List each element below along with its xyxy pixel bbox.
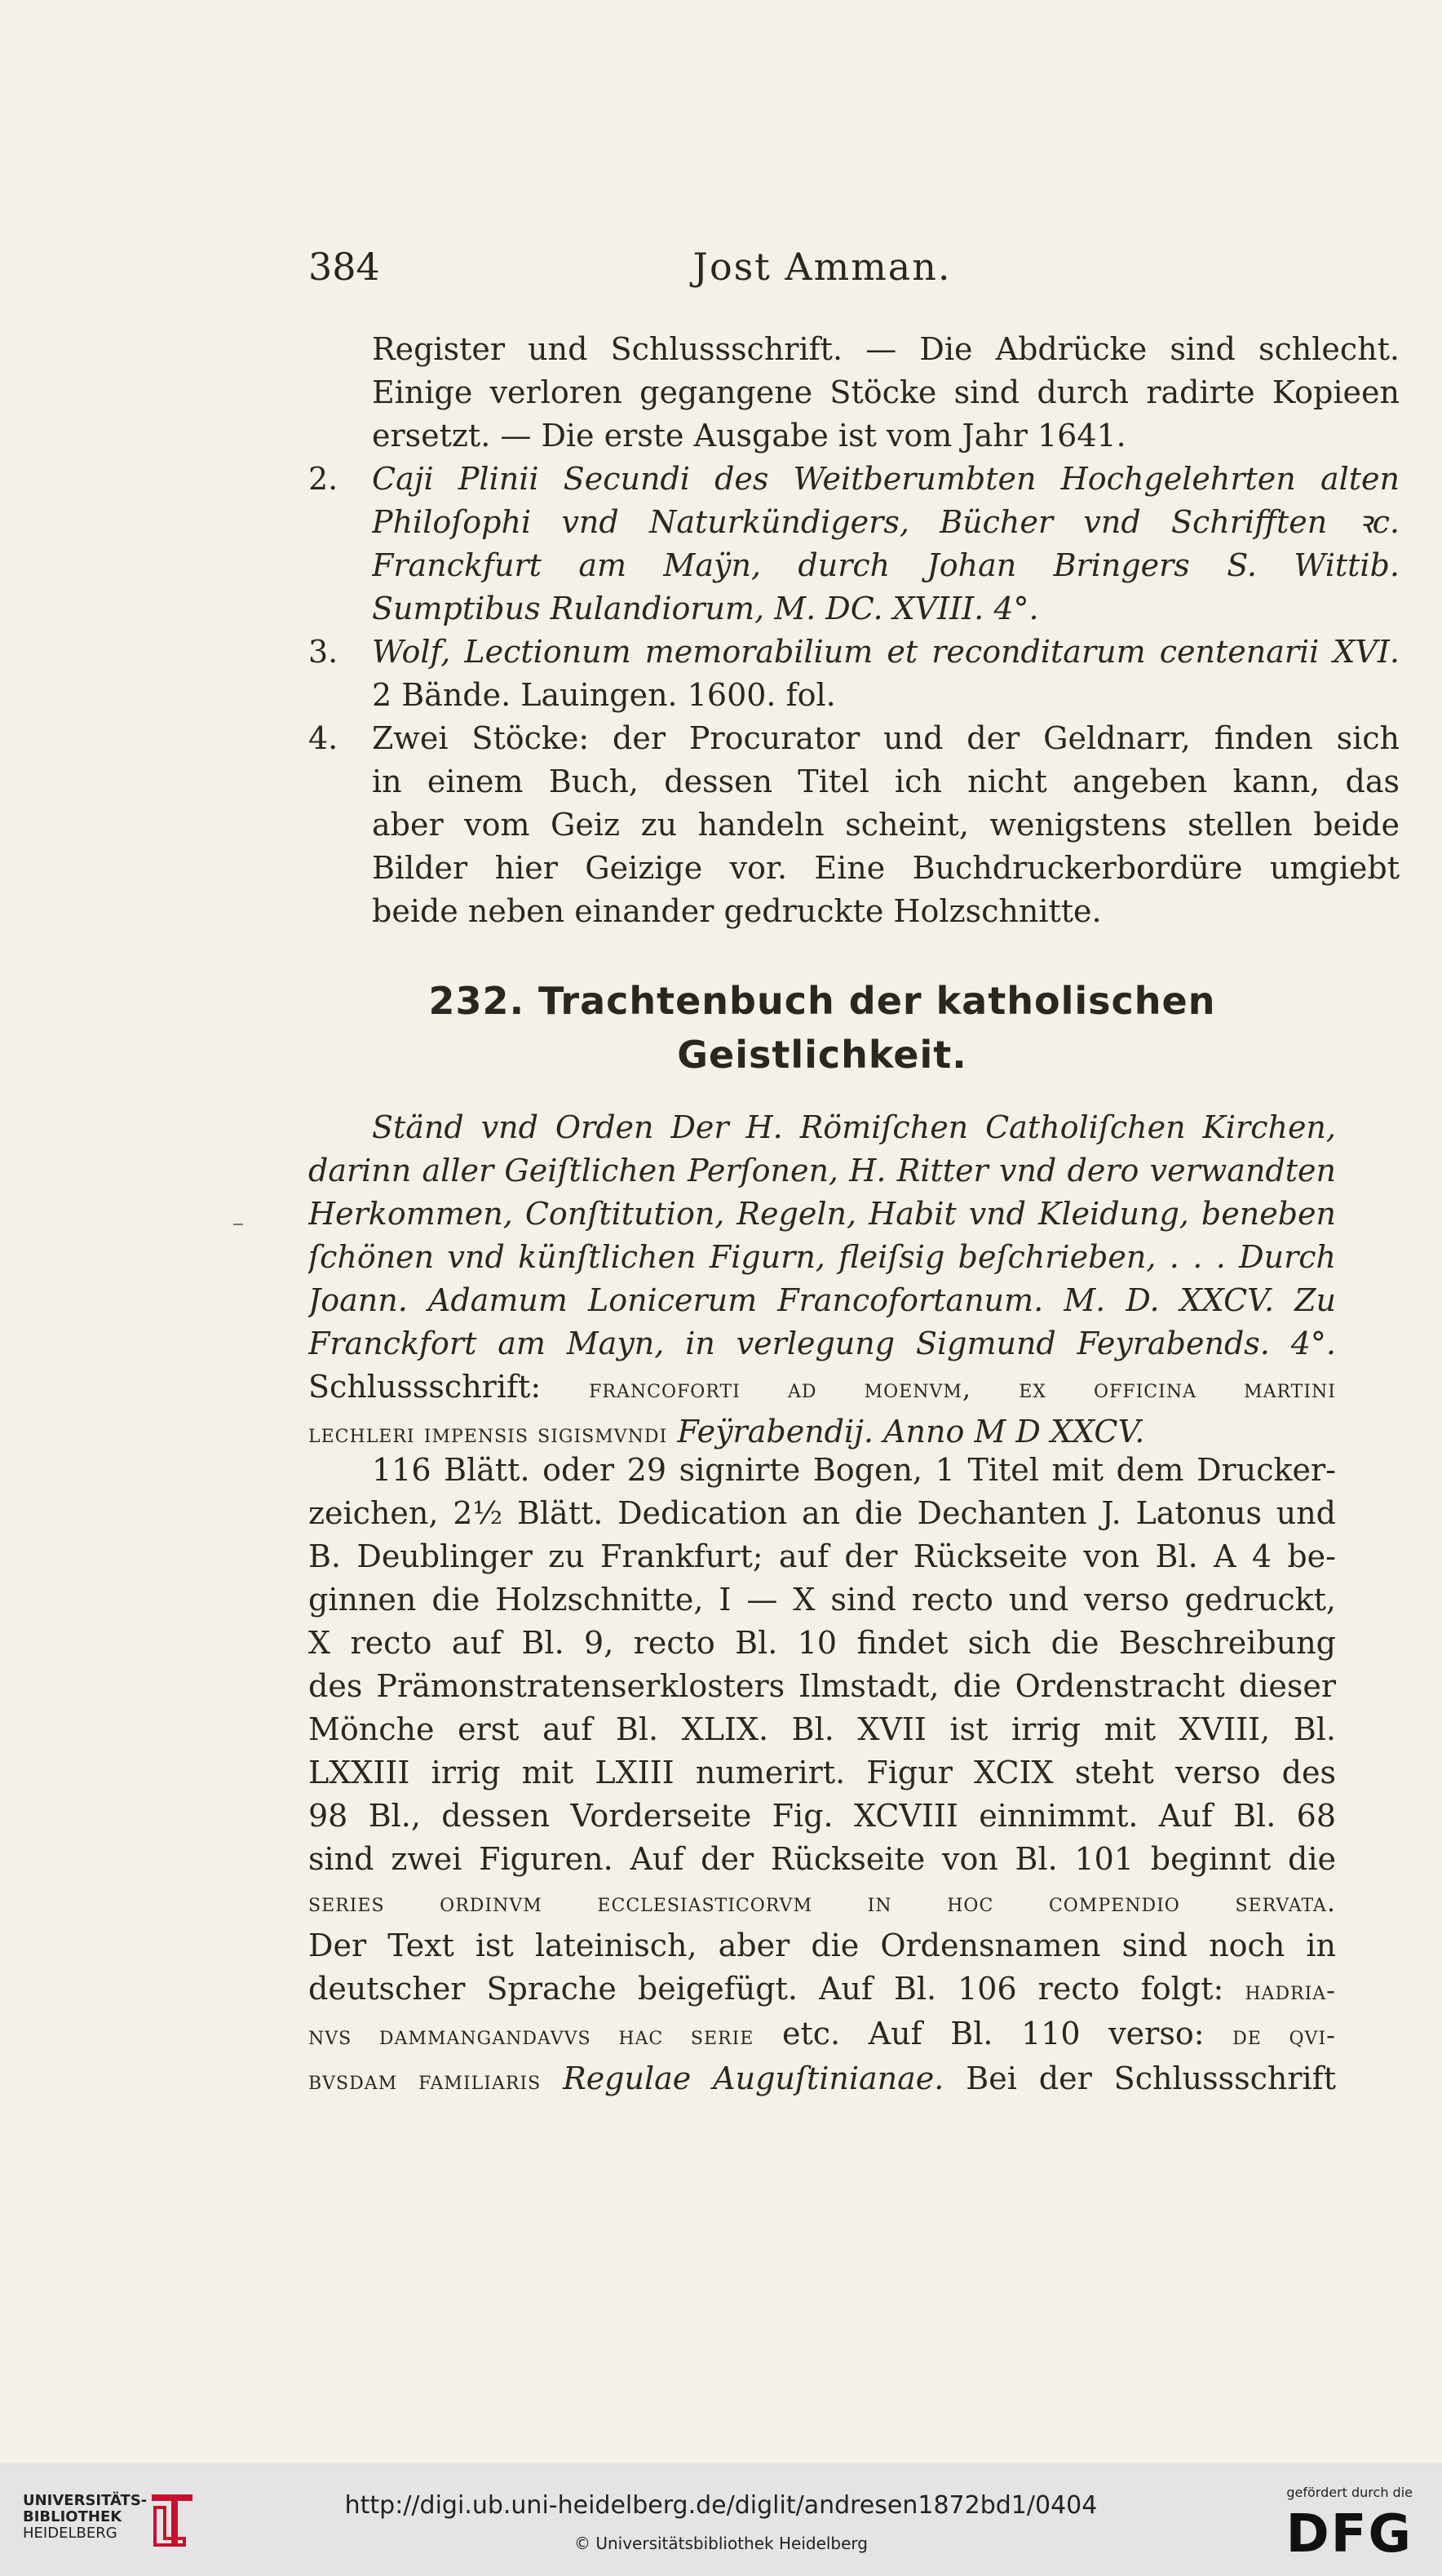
text-line: ersetzt. — Die erste Ausgabe ist vom Jahr 1641. [372, 418, 1126, 454]
text-line: 98 Bl., dessen Vorderseite Fig. XCVIII einnimmt. Auf Bl. 68 [308, 1798, 1336, 1834]
item-number: 3. [308, 634, 338, 670]
library-name-line: BIBLIOTHEK [23, 2508, 122, 2525]
text-line [308, 1967, 1336, 2012]
text-line: ginnen die Holzschnitte, I — X sind recto und verso gedruckt, [308, 1582, 1336, 1618]
text-line: sind zwei Figuren. Auf der Rückseite von Bl. 101 beginnt die [308, 1841, 1336, 1877]
text-line: Sumptibus Rulandiorum, M. DC. XVIII. 4°. [372, 591, 1039, 626]
permalink-url[interactable]: http://digi.ub.uni-heidelberg.de/diglit/andresen1872bd1/0404 [344, 2491, 1098, 2520]
margin-mark [233, 1224, 243, 1225]
text-line: Caji Plinii Secundi des Weitberumbten Hochgelehrten alten [372, 461, 1400, 497]
colophon-label: Schlussschrift: [308, 1369, 542, 1405]
colophon-caps: francoforti ad moenvm, ex officina martini [589, 1373, 1336, 1404]
text-line: Franckfurt am Maÿn, durch Johan Bringers S. Wittib. [372, 547, 1400, 583]
description-paragraph [308, 1449, 1336, 2102]
text-line: des Prämonstratenserklosters Ilmstadt, die Ordenstracht dieser [308, 1668, 1336, 1704]
text-line: Der Text ist lateinisch, aber die Ordensnamen sind noch in [308, 1928, 1336, 1963]
copyright-notice: © Universitätsbibliothek Heidelberg [573, 2534, 868, 2553]
library-name-line: HEIDELBERG [23, 2525, 117, 2542]
italic-span: Regulae Auguſtinianae. [563, 2060, 944, 2096]
text-line: in einem Buch, dessen Titel ich nicht angeben kann, das [372, 764, 1400, 799]
caps-span: de qvi- [1232, 2020, 1336, 2051]
dfg-logo: DFG [1285, 2504, 1413, 2565]
colophon-caps: lechleri impensis sigismvndi [308, 1418, 668, 1449]
text-line: Mönche erst auf Bl. XLIX. Bl. XVII ist irrig mit XVIII, Bl. [308, 1711, 1336, 1747]
text-line: Zwei Stöcke: der Procurator und der Geldnarr, finden sich [372, 720, 1400, 756]
text-line: beide neben einander gedruckte Holzschnitte. [372, 893, 1102, 929]
text-line: Einige verloren gegangene Stöcke sind durch radirte Kopieen [372, 374, 1400, 410]
caps-span: hadria- [1245, 1975, 1336, 2006]
text-line [308, 2057, 1336, 2102]
list-item [308, 717, 1400, 933]
colophon-line [308, 1365, 1336, 1410]
library-name-line: UNIVERSITÄTS- [23, 2492, 148, 2509]
text-line: Ständ vnd Orden Der H. Römiſchen Catholiſchen Kirchen, [372, 1109, 1336, 1145]
text-line: series ordinvm ecclesiasticorvm in hoc compendio servata. [308, 1887, 1336, 1918]
funding-note: gefördert durch die [1286, 2485, 1413, 2500]
text-span: etc. Auf Bl. 110 verso: [781, 2016, 1205, 2052]
caps-span: bvsdam familiaris [308, 2065, 542, 2096]
page-number: 384 [308, 245, 380, 289]
text-line: B. Deublinger zu Frankfurt; auf der Rückseite von Bl. A 4 be- [308, 1538, 1336, 1574]
text-span: Bei der Schlussschrift [966, 2060, 1336, 2096]
heading-line: Geistlichkeit. [677, 1033, 967, 1077]
text-line: LXXIII irrig mit LXIII numerirt. Figur XCIX steht verso des [308, 1755, 1336, 1790]
text-line: Philoſophi vnd Naturkündigers, Bücher vnd Schrifften ꝛc. [372, 504, 1400, 540]
text-line: Register und Schlussschrift. — Die Abdrücke sind schlecht. [372, 331, 1400, 367]
text-line: X recto auf Bl. 9, recto Bl. 10 findet sich die Beschreibung [308, 1625, 1336, 1661]
text-line: Franckfort am Mayn, in verlegung Sigmund Feyrabends. 4°. [308, 1326, 1336, 1361]
text-line: aber vom Geiz zu handeln scheint, wenigstens stellen beide [372, 807, 1400, 843]
library-footer [0, 2463, 1442, 2576]
text-line: 116 Blätt. oder 29 signirte Bogen, 1 Titel mit dem Drucker- [372, 1452, 1336, 1488]
text-line: 2 Bände. Lauingen. 1600. fol. [372, 677, 836, 713]
running-title: Jost Amman. [692, 245, 952, 289]
list-item [308, 458, 1400, 631]
text-line: zeichen, 2½ Blätt. Dedication an die Dechanten J. Latonus und [308, 1495, 1336, 1531]
text-line: Joann. Adamum Lonicerum Francofortanum. M. D. XXCV. Zu [308, 1282, 1336, 1318]
heading-line: 232. Trachtenbuch der katholischen [428, 979, 1216, 1023]
section-heading [308, 974, 1336, 1082]
text-line [308, 2012, 1336, 2057]
list-item [308, 631, 1400, 717]
text-line: Wolf, Lectionum memorabilium et reconditarum centenarii XVI. [372, 634, 1400, 670]
text-span: deutscher Sprache beigefügt. Auf Bl. 106 recto folgt: [308, 1971, 1224, 2007]
title-transcription [308, 1106, 1336, 1455]
intro-paragraph [308, 328, 1400, 458]
text-line: Herkommen, Conſtitution, Regeln, Habit vnd Kleidung, beneben [308, 1196, 1336, 1232]
item-number: 2. [308, 461, 338, 497]
text-line: ſchönen vnd künſtlichen Figurn, fleiſsig beſchrieben, . . . Durch [308, 1239, 1336, 1275]
text-line: darinn aller Geiſtlichen Perſonen, H. Ritter vnd dero verwandten [308, 1153, 1336, 1188]
text-line: Bilder hier Geizige vor. Eine Buchdruckerbordüre umgiebt [372, 850, 1400, 886]
item-number: 4. [308, 720, 338, 756]
colophon-italic: Feÿrabendij. Anno M D XXCV. [677, 1414, 1145, 1450]
page-header [308, 245, 1336, 302]
caps-span: nvs dammangandavvs hac serie [308, 2020, 754, 2051]
